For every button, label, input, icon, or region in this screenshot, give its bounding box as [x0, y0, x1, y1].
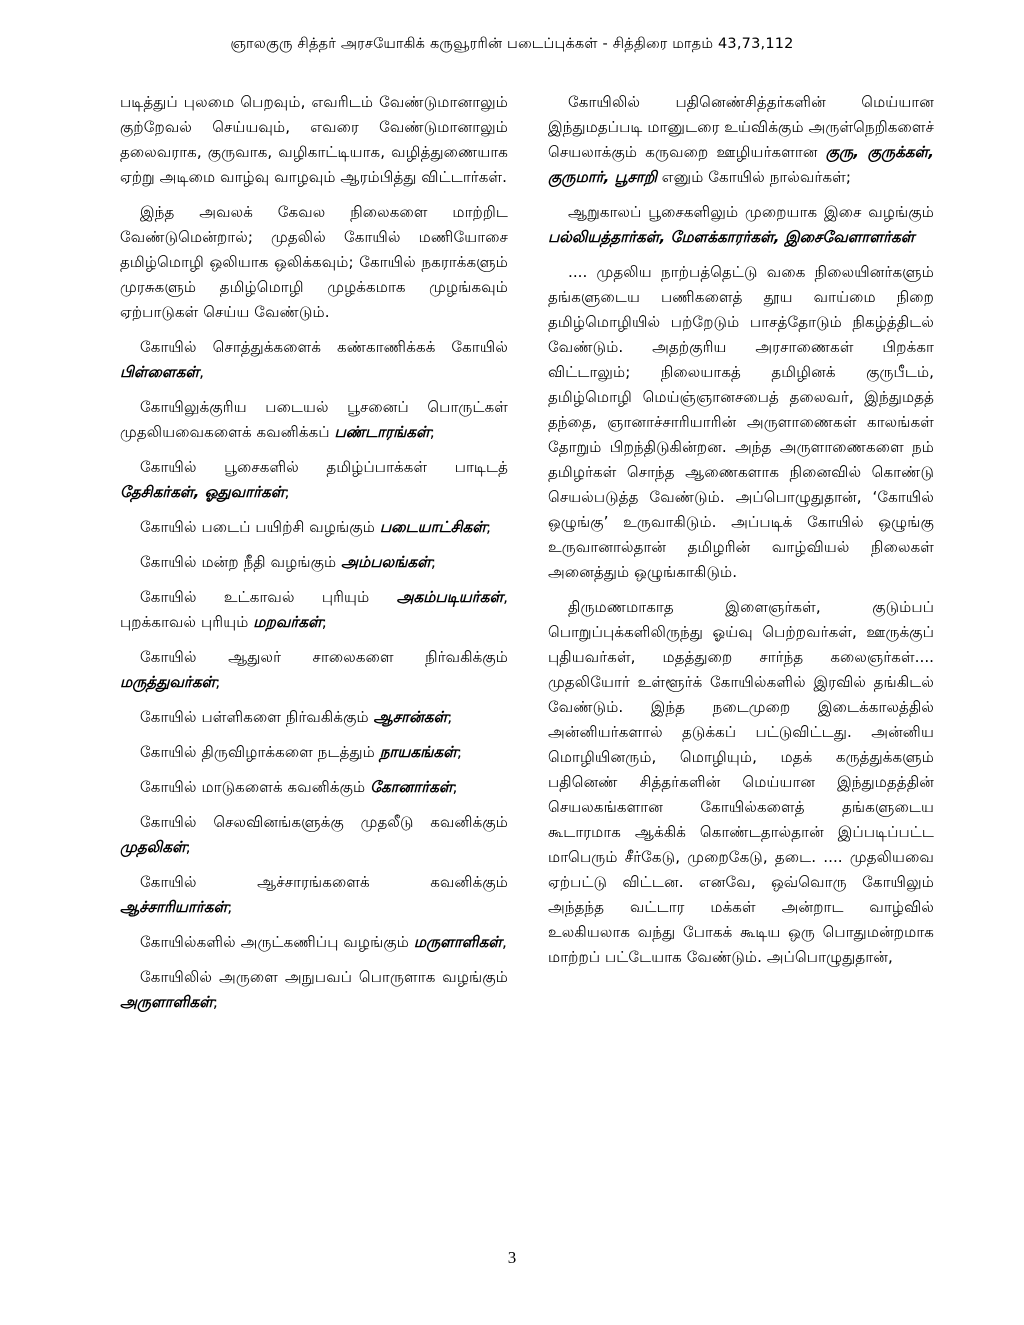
paragraph [548, 200, 934, 250]
paragraph-text: ; [227, 898, 233, 916]
emphasized-term: அருளாளிகள் [120, 993, 213, 1011]
emphasized-term: படையாட்சிகள் [379, 518, 486, 536]
page-number: 3 [507, 1248, 517, 1267]
paragraph-text: கோயிலுக்குரிய படையல் பூசனைப் பொருட்கள் முதலியவைகளைக் கவனிக்கப் [120, 398, 508, 441]
emphasized-term: நாயகங்கள் [379, 743, 457, 761]
emphasized-term: மருளாளிகள் [413, 933, 503, 951]
paragraph-text: ; [215, 673, 221, 691]
emphasized-term: பல்லியத்தார்கள், மேளக்காரர்கள், இசைவேளாளர்கள் [548, 228, 915, 246]
paragraph-text: கோயில் உட்காவல் புரியும் [140, 588, 397, 606]
emphasized-term: பண்டாரங்கள் [334, 423, 430, 441]
paragraph-text: இந்த அவலக் கேவல நிலைகளை மாற்றிட வேண்டுமென்றால்; முதலில் கோயில் மணியோசை தமிழ்மொழி ஒலியாக ஒலிக்கவும்; கோயில் நகராக்களும் முரசுகளும் தமிழ்மொழி முழக்கமாக முழங்கவும் ஏற்பாடுகள் செய்ய வேண்டும். [120, 203, 508, 321]
paragraph [120, 645, 508, 695]
emphasized-term: மறவர்கள் [253, 613, 322, 631]
paragraph [120, 585, 508, 635]
paragraph [120, 550, 508, 575]
paragraph-text: ; [212, 993, 218, 1011]
paragraph-text: கோயில் செலவினங்களுக்கு முதலீடு கவனிக்கும் [140, 813, 508, 831]
emphasized-term: பிள்ளைகள் [120, 363, 200, 381]
emphasized-term: மருத்துவர்கள் [120, 673, 216, 691]
paragraph [120, 335, 508, 385]
paragraph-text: ஆறுகாலப் பூசைகளிலும் முறையாக இசை வழங்கும் [568, 203, 934, 221]
paragraph-text: ; [452, 778, 458, 796]
paragraph [120, 200, 508, 325]
paragraph [548, 595, 934, 970]
paragraph-text: கோயில் பள்ளிகளை நிர்வகிக்கும் [140, 708, 374, 726]
emphasized-term: ஆசான்கள் [373, 708, 448, 726]
paragraph-text: ; [447, 708, 453, 726]
paragraph-text: கோயிலில் பதினெண்சித்தர்களின் மெய்யான இந்துமதப்படி மானுடரை உய்விக்கும் அருள்நெறிகளைச் செயலாக்கும் கருவறை ஊழியர்களான [548, 93, 934, 161]
paragraph [120, 705, 508, 730]
page-header: ஞாலகுரு சித்தர் அரசயோகிக் கருவூரரின் படைப்புக்கள் - சித்திரை மாதம் 43,73,112 [230, 36, 794, 52]
paragraph-text: ; [321, 613, 327, 631]
paragraph-text: கோயில் சொத்துக்களைக் கண்காணிக்கக் கோயில் [140, 338, 508, 356]
paragraph [120, 930, 508, 955]
paragraph-text: ; [456, 743, 462, 761]
paragraph-text: , [502, 933, 507, 951]
left-column [120, 90, 508, 1025]
emphasized-term: தேசிகர்கள், ஓதுவார்கள் [120, 483, 285, 501]
paragraph [548, 260, 934, 585]
paragraph [120, 455, 508, 505]
paragraph [120, 740, 508, 765]
paragraph-text: கோயில் படைப் பயிற்சி வழங்கும் [140, 518, 380, 536]
paragraph-text: ; [284, 483, 290, 501]
paragraph [120, 775, 508, 800]
paragraph [120, 90, 508, 190]
emphasized-term: ஆச்சாரியார்கள் [120, 898, 228, 916]
paragraph [120, 515, 508, 540]
paragraph-text: , புறக்காவல் புரியும் [120, 588, 508, 631]
emphasized-term: அகம்படியர்கள் [396, 588, 504, 606]
emphasized-term: அம்பலங்கள் [341, 553, 431, 571]
paragraph-text: கோயிலில் அருளை அநுபவப் பொருளாக வழங்கும் [140, 968, 508, 986]
paragraph [120, 965, 508, 1015]
emphasized-term: முதலிகள் [120, 838, 186, 856]
paragraph-text: கோயில் மன்ற நீதி வழங்கும் [140, 553, 342, 571]
paragraph-text: எனும் கோயில் நால்வர்கள்; [656, 168, 851, 186]
paragraph-text: கோயில் ஆச்சாரங்களைக் கவனிக்கும் [140, 873, 508, 891]
paragraph-text: .... முதலிய நாற்பத்தெட்டு வகை நிலையினர்களும் தங்களுடைய பணிகளைத் தூய வாய்மை நிறை தமிழ்மொழியில் பற்றேடும் பாசத்தோடும் நிகழ்த்திடல் வேண்டும். அதற்குரிய அரசாணைகள் பிறக்கா விட்டாலும்; நிலையாகத் தமிழினக் குருபீடம், தமிழ்மொழி மெய்ஞ்ஞானசபைத் தலைவர், இந்துமதத் தந்தை, ஞானாச்சாரியாரின் அருளாணைகள் காலங்கள் தோறும் பிறந்திடுகின்றன. அந்த அருளாணைகளை நம் தமிழர்கள் சொந்த ஆணைகளாக நினைவில் கொண்டு செயல்படுத்த வேண்டும். அப்பொழுதுதான், ‘கோயில் ஒழுங்கு’ உருவாகிடும். அப்படிக் கோயில் ஒழுங்கு உருவானால்தான் தமிழரின் வாழ்வியல் நிலைகள் அனைத்தும் ஒழுங்காகிடும். [548, 263, 934, 581]
paragraph-text: கோயில் மாடுகளைக் கவனிக்கும் [140, 778, 371, 796]
paragraph [548, 90, 934, 190]
paragraph [120, 395, 508, 445]
paragraph [120, 810, 508, 860]
paragraph-text: கோயில் ஆதுலர் சாலைகளை நிர்வகிக்கும் [140, 648, 508, 666]
paragraph-text: திருமணமாகாத இளைஞர்கள், குடும்பப் பொறுப்புக்களிலிருந்து ஓய்வு பெற்றவர்கள், ஊருக்குப் புதியவர்கள், மதத்துறை சார்ந்த கலைஞர்கள்.... முதலியோர் உள்ளூர்க் கோயில்களில் இரவில் தங்கிடல் வேண்டும். இந்த நடைமுறை இடைக்காலத்தில் அன்னியர்களால் தடுக்கப் பட்டுவிட்டது. அன்னிய மொழியினரும், மொழியும், மதக் கருத்துக்களும் பதினெண் சித்தர்களின் மெய்யான இந்துமதத்தின் செயலகங்களான கோயில்களைத் தங்களுடைய கூடாரமாக ஆக்கிக் கொண்டதால்தான் இப்படிப்பட்ட மாபெரும் சீர்கேடு, முறைகேடு, தடை. .... முதலியவை ஏற்பட்டு விட்டன. எனவே, ஒவ்வொரு கோயிலும் அந்தந்த வட்டார மக்கள் அன்றாட வாழ்வில் உலகியலாக வந்து போகக் கூடிய ஒரு பொதுமன்றமாக மாற்றப் பட்டேயாக வேண்டும். அப்பொழுதுதான், [548, 598, 934, 966]
emphasized-term: கோனார்கள் [370, 778, 453, 796]
paragraph-text: படித்துப் புலமை பெறவும், எவரிடம் வேண்டுமானாலும் குற்றேவல் செய்யவும், எவரை வேண்டுமானாலும் தலைவராக, குருவாக, வழிகாட்டியாக, வழித்துணையாக ஏற்று அடிமை வாழ்வு வாழவும் ஆரம்பித்து விட்டார்கள். [120, 93, 508, 186]
paragraph-text: ; [430, 553, 436, 571]
paragraph [120, 870, 508, 920]
paragraph-text: கோயில் பூசைகளில் தமிழ்ப்பாக்கள் பாடிடத் [140, 458, 508, 476]
paragraph-text: , [199, 363, 204, 381]
paragraph-text: ; [429, 423, 435, 441]
paragraph-text: ; [185, 838, 191, 856]
paragraph-text: கோயில் திருவிழாக்களை நடத்தும் [140, 743, 380, 761]
emphasized-term: குரு, குருக்கள், குருமார், பூசாறி [548, 143, 934, 186]
paragraph-text: கோயில்களில் அருட்கணிப்பு வழங்கும் [140, 933, 414, 951]
right-column [548, 90, 934, 980]
paragraph-text: ; [485, 518, 492, 536]
